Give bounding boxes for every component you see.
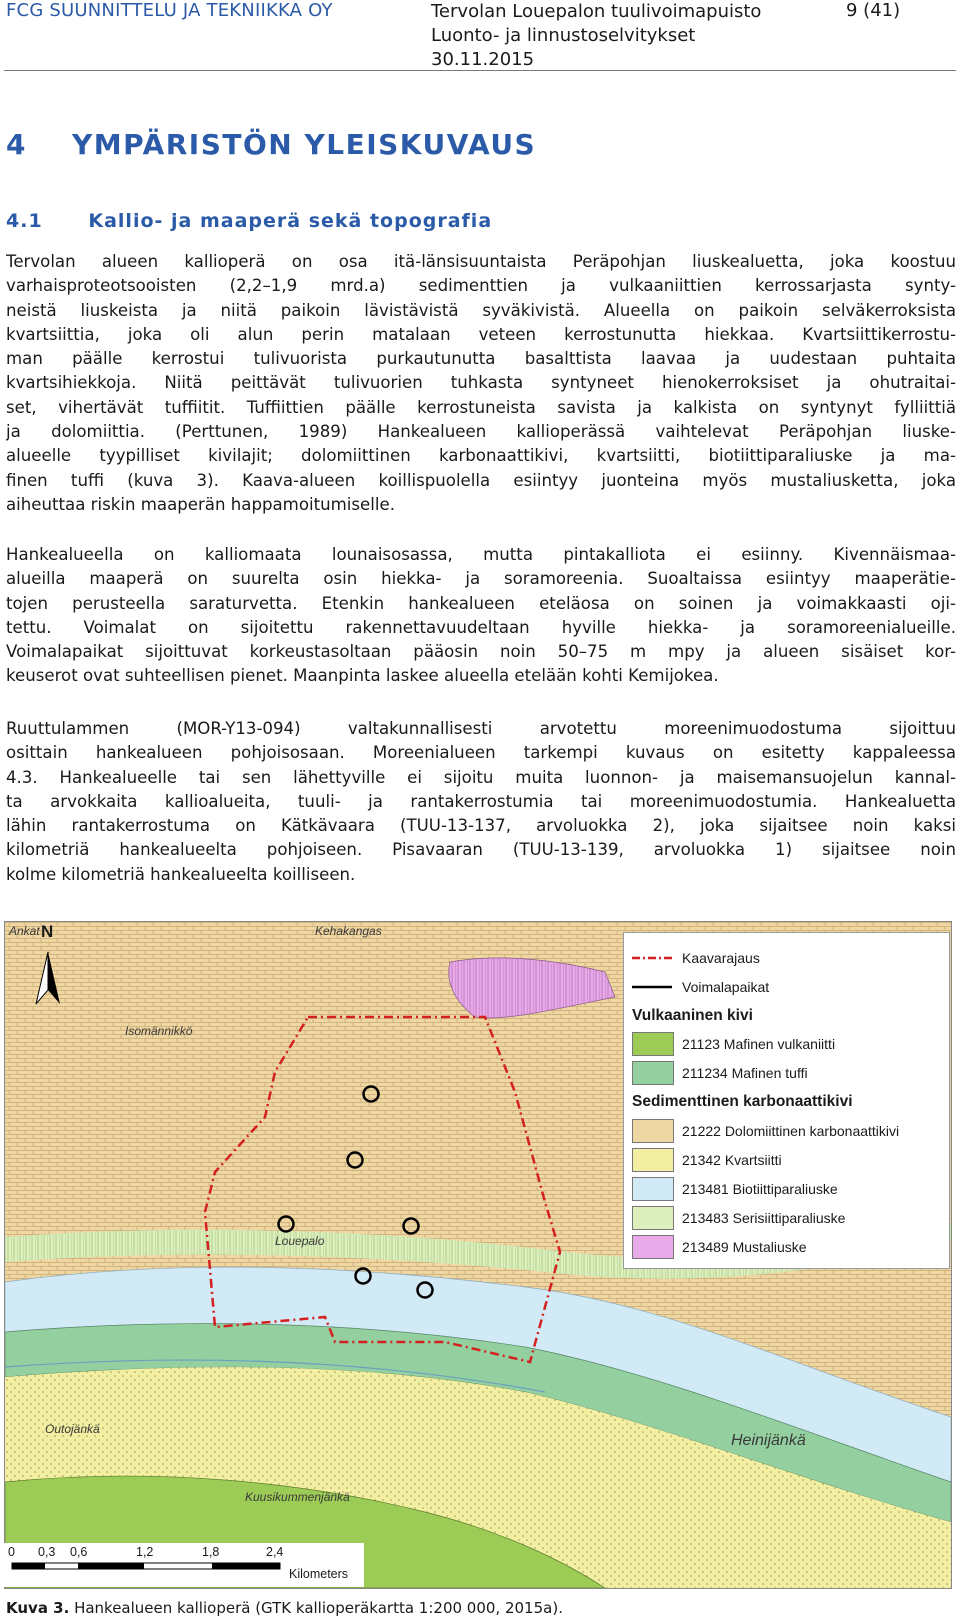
place-label: Louepalo: [275, 1234, 325, 1248]
text-line: neistä liuskeista ja niitä paikoin lävistävistä syväkivistä. Alueella on paikoin selväkerroksista: [6, 300, 956, 320]
legend-turbines-label: Voimalapaikat: [682, 979, 770, 995]
map-legend: [623, 932, 950, 1269]
text-line: tettu. Voimalat on sijoitettu rakennettavuudeltaan hyville hiekka- ja soramoreenialueille.: [6, 617, 956, 637]
report-date: 30.11.2015: [431, 49, 535, 70]
legend-group-volcanic: Vulkaaninen kivi: [632, 1007, 753, 1024]
subsection-heading: [6, 210, 492, 232]
north-label: N: [41, 922, 54, 941]
project-title: Tervolan Louepalon tuulivoimapuisto: [431, 1, 762, 22]
legend-item-label: 21342 Kvartsiitti: [682, 1152, 782, 1168]
legend-swatch-quartzite: [632, 1148, 674, 1172]
scale-tick: 1,8: [202, 1545, 220, 1559]
caption-label: Kuva 3.: [6, 1599, 70, 1617]
subsection-title: Kallio- ja maaperä sekä topografia: [88, 210, 493, 232]
place-label: Kuusikummenjänkä: [245, 1490, 350, 1504]
text-line: lähin rantakerrostuma on Kätkävaara (TUU-13-137, arvoluokka 2), joka sijaitsee noin kaksi: [6, 816, 956, 836]
figure-caption: [6, 1599, 563, 1617]
legend-boundary-label: Kaavarajaus: [682, 950, 760, 966]
text-line: tojen perusteella saraturvetta. Etenkin hankealueen eteläosa on soinen ja voimakkaasti oji-: [6, 593, 956, 613]
legend-item-label: 213483 Serisiittiparaliuske: [682, 1210, 846, 1226]
text-line: Hankealueella on kalliomaata lounaisosassa, mutta pintakalliota ei esiinny. Kivennäismaa-: [6, 545, 956, 564]
legend-swatch-biotite: [632, 1177, 674, 1201]
text-line: Ruuttulammen (MOR-Y13-094) valtakunnallisesti arvotettu moreenimuodostuma sijoittuu: [6, 719, 956, 738]
scale-unit: Kilometers: [289, 1567, 349, 1581]
legend-swatch-dolomite: [632, 1119, 674, 1143]
text-line: ta arvokkaita kallioalueita, tuuli- ja rantakerrostumia tai moreenimuodostumia. Hankealuetta: [6, 791, 956, 811]
scale-tick: 2,4: [266, 1545, 284, 1559]
text-line: ja dolomiittia. (Perttunen, 1989) Hankealueen kallioperässä vaihtelevat Peräpohjan liuske-: [6, 422, 956, 442]
section-number: 4: [6, 128, 27, 161]
text-line: Tervolan alueen kallioperä on osa itä-länsisuuntaista Peräpohjan liuskealuetta, joka koostuu: [6, 252, 956, 271]
text-line: Voimalapaikat sijoittuvat korkeustasoltaan pääosin noin 50–75 m mpy ja alueen sisäiset kor-: [6, 642, 956, 662]
page-header: [0, 0, 960, 72]
text-line: varhaisproteotsooisten (2,2–1,9 mrd.a) sedimenttien ja vulkaaniittien kerrossarjasta synty-: [6, 276, 956, 296]
place-label: Heinijänkä: [731, 1432, 806, 1449]
header-divider: [4, 70, 956, 71]
caption-text: Hankealueen kallioperä (GTK kallioperäkartta 1:200 000, 2015a).: [69, 1599, 563, 1617]
legend-item-label: 21123 Mafinen vulkaniitti: [682, 1036, 836, 1052]
text-line: alueilla maaperä on suurelta osin hiekka- ja soramoreenia. Suoaltaissa esiintyy maaperätie-: [6, 569, 956, 589]
place-label: Isomännikkö: [125, 1024, 193, 1038]
subsection-number: 4.1: [6, 210, 43, 232]
paragraph-bedrock: [6, 250, 956, 517]
text-line: kolme kilometriä hankealueelta koilliseen.: [6, 864, 356, 884]
legend-item-label: 213489 Mustaliuske: [682, 1239, 807, 1255]
text-line: kilometriä hankealueelta pohjoiseen. Pisavaaran (TUU-13-139, arvoluokka 1) sijaitsee noin: [6, 840, 956, 860]
place-label: Kehakangas: [315, 924, 382, 938]
scale-tick: 1,2: [136, 1545, 154, 1559]
legend-item-label: 211234 Mafinen tuffi: [682, 1065, 808, 1081]
legend-swatch-sericite: [632, 1206, 674, 1230]
legend-item-label: 21222 Dolomiittinen karbonaattikivi: [682, 1123, 900, 1139]
text-line: finen tuffi (kuva 3). Kaava-alueen koillispuolella esiintyy juonteina myös mustaliusketta, joka: [6, 470, 956, 490]
paragraph-moraine: [6, 717, 956, 887]
company-name: FCG SUUNNITTELU JA TEKNIIKKA OY: [6, 0, 333, 21]
scale-tick: 0: [8, 1545, 15, 1559]
page-number: 9 (41): [846, 0, 901, 21]
scale-tick: 0,6: [70, 1545, 88, 1559]
place-label: Ankat: [9, 924, 40, 938]
legend-swatch-black-schist: [632, 1235, 674, 1259]
legend-group-sedimentary: Sedimenttinen karbonaattikivi: [632, 1093, 853, 1110]
map-scale-bar: [4, 1543, 364, 1587]
legend-swatch-mafic-volcanite: [632, 1032, 674, 1056]
scale-tick: 0,3: [38, 1545, 56, 1559]
text-line: man päälle kerrostui tulivuorista purkautunutta basalttista laavaa ja uudestaan puhtaita: [6, 349, 956, 369]
section-heading: [6, 128, 536, 161]
legend-swatch-mafic-tuff: [632, 1061, 674, 1085]
legend-item-label: 213481 Biotiittiparaliuske: [682, 1181, 838, 1197]
text-line: osittain hankealueen pohjoisosaan. Moreenialueen tarkempi kuvaus on esitetty kappaleessa: [6, 743, 956, 763]
project-info: [431, 0, 761, 72]
text-line: kvartsihiekkoja. Niitä peittävät tulivuorien tuhkasta syntyneet hienokerroksiset ja ohutraitai-: [6, 373, 956, 393]
text-line: alueelle tyypilliset kivilajit; dolomiittinen karbonaattikivi, kvartsiitti, biotiittiparaliuske ja ma-: [6, 446, 956, 466]
project-subtitle: Luonto- ja linnustoselvitykset: [431, 25, 696, 46]
text-line: aiheuttaa riskin maaperän happamoitumiselle.: [6, 494, 395, 514]
text-line: set, vihertävät tuffiitit. Tuffiittien päälle kerrostuneista savista ja kalkista on syntynyt fylliittiä: [6, 397, 956, 417]
section-title: YMPÄRISTÖN YLEISKUVAUS: [71, 128, 537, 161]
place-label: Outojänkä: [45, 1422, 100, 1436]
text-line: kvartsiittia, joka oli alun perin matalaan veteen kerrostunutta hiekkaa. Kvartsiittikerrostu-: [6, 324, 956, 344]
text-line: keuserot ovat suhteellisen pienet. Maanpinta laskee alueella etelään kohti Kemijokea.: [6, 666, 719, 686]
text-line: 4.3. Hankealueelle tai sen lähettyville ei sijoitu muita luonnon- ja maisemansuojelun kannal-: [6, 767, 956, 787]
paragraph-soil: [6, 543, 956, 689]
